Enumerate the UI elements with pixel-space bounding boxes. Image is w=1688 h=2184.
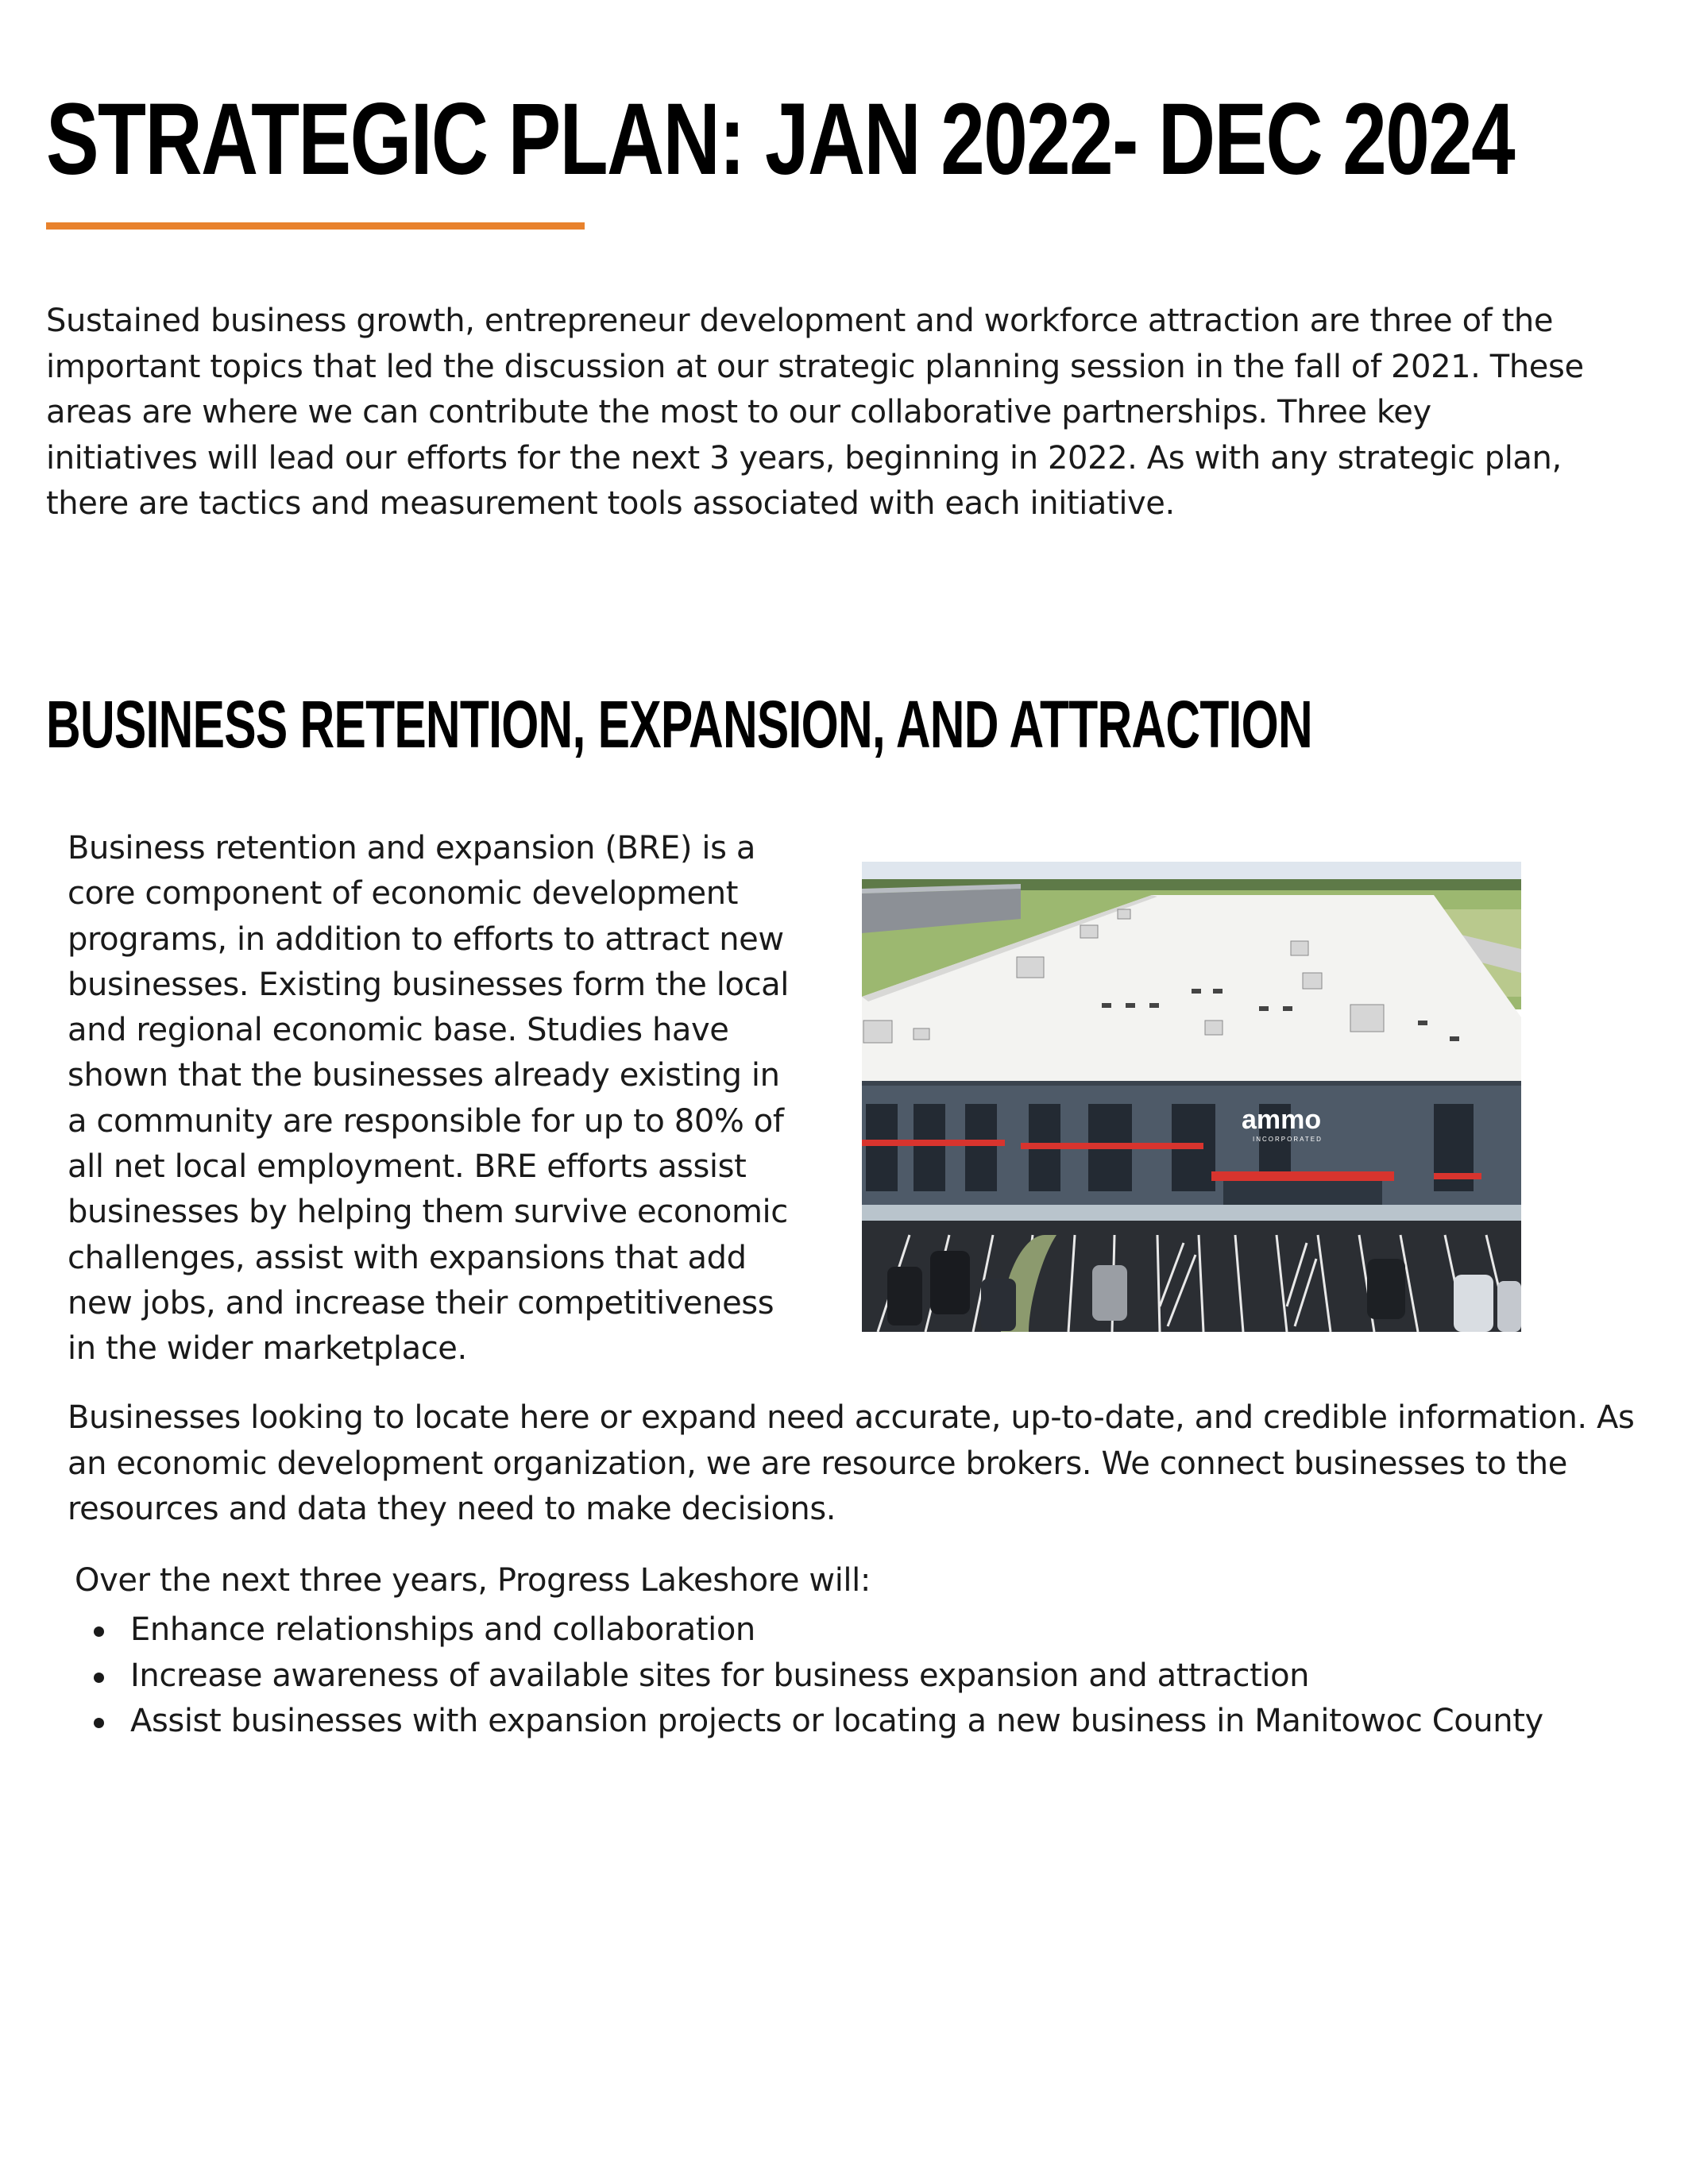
title-accent-rule bbox=[46, 222, 585, 230]
page-title: STRATEGIC PLAN: JAN 2022- DEC 2024 bbox=[46, 83, 1515, 196]
goals-list bbox=[75, 1607, 1543, 1745]
facility-sign-text: ammo bbox=[1242, 1105, 1322, 1135]
resources-paragraph: Businesses looking to locate here or expand need accurate, up-to-date, and credible information. As an economic development organization, we are resource brokers. We connect businesses to the resources and data they need to make decisions. bbox=[68, 1399, 1635, 1527]
goals-lead-in: Over the next three years, Progress Lakeshore will: bbox=[75, 1562, 871, 1599]
goal-list-item: Assist businesses with expansion projects or locating a new business in Manitowoc County bbox=[75, 1699, 1543, 1745]
intro-paragraph: Sustained business growth, entrepreneur development and workforce attraction are three of the important topics that led the discussion at our strategic planning session in the fall of 2021. These areas are where we can contribute the most to our collaborative partnerships. Three key initiatives will lead our efforts for the next 3 years, beginning in 2022. As with any strategic plan, there are tactics and measurement tools associated with each initiative. bbox=[46, 303, 1584, 522]
goal-list-item: Increase awareness of available sites for business expansion and attraction bbox=[75, 1653, 1543, 1700]
facility-sign-subtext: INCORPORATED bbox=[1253, 1136, 1323, 1143]
facility-aerial-photo bbox=[862, 862, 1521, 1332]
section-heading: BUSINESS RETENTION, EXPANSION, AND ATTRACTION bbox=[46, 687, 1312, 762]
goal-list-item: Enhance relationships and collaboration bbox=[75, 1607, 1543, 1653]
bre-paragraph: Business retention and expansion (BRE) is a core component of economic development programs, in addition to efforts to attract new businesses. Existing businesses form the local and regional economic base. Studies have shown that the businesses already existing in a community are responsible for up to 80% of all net local employment. BRE efforts assist businesses by helping them survive economic challenges, assist with expansions that add new jobs, and increase their competitiveness in the wider marketplace. bbox=[68, 830, 790, 1368]
